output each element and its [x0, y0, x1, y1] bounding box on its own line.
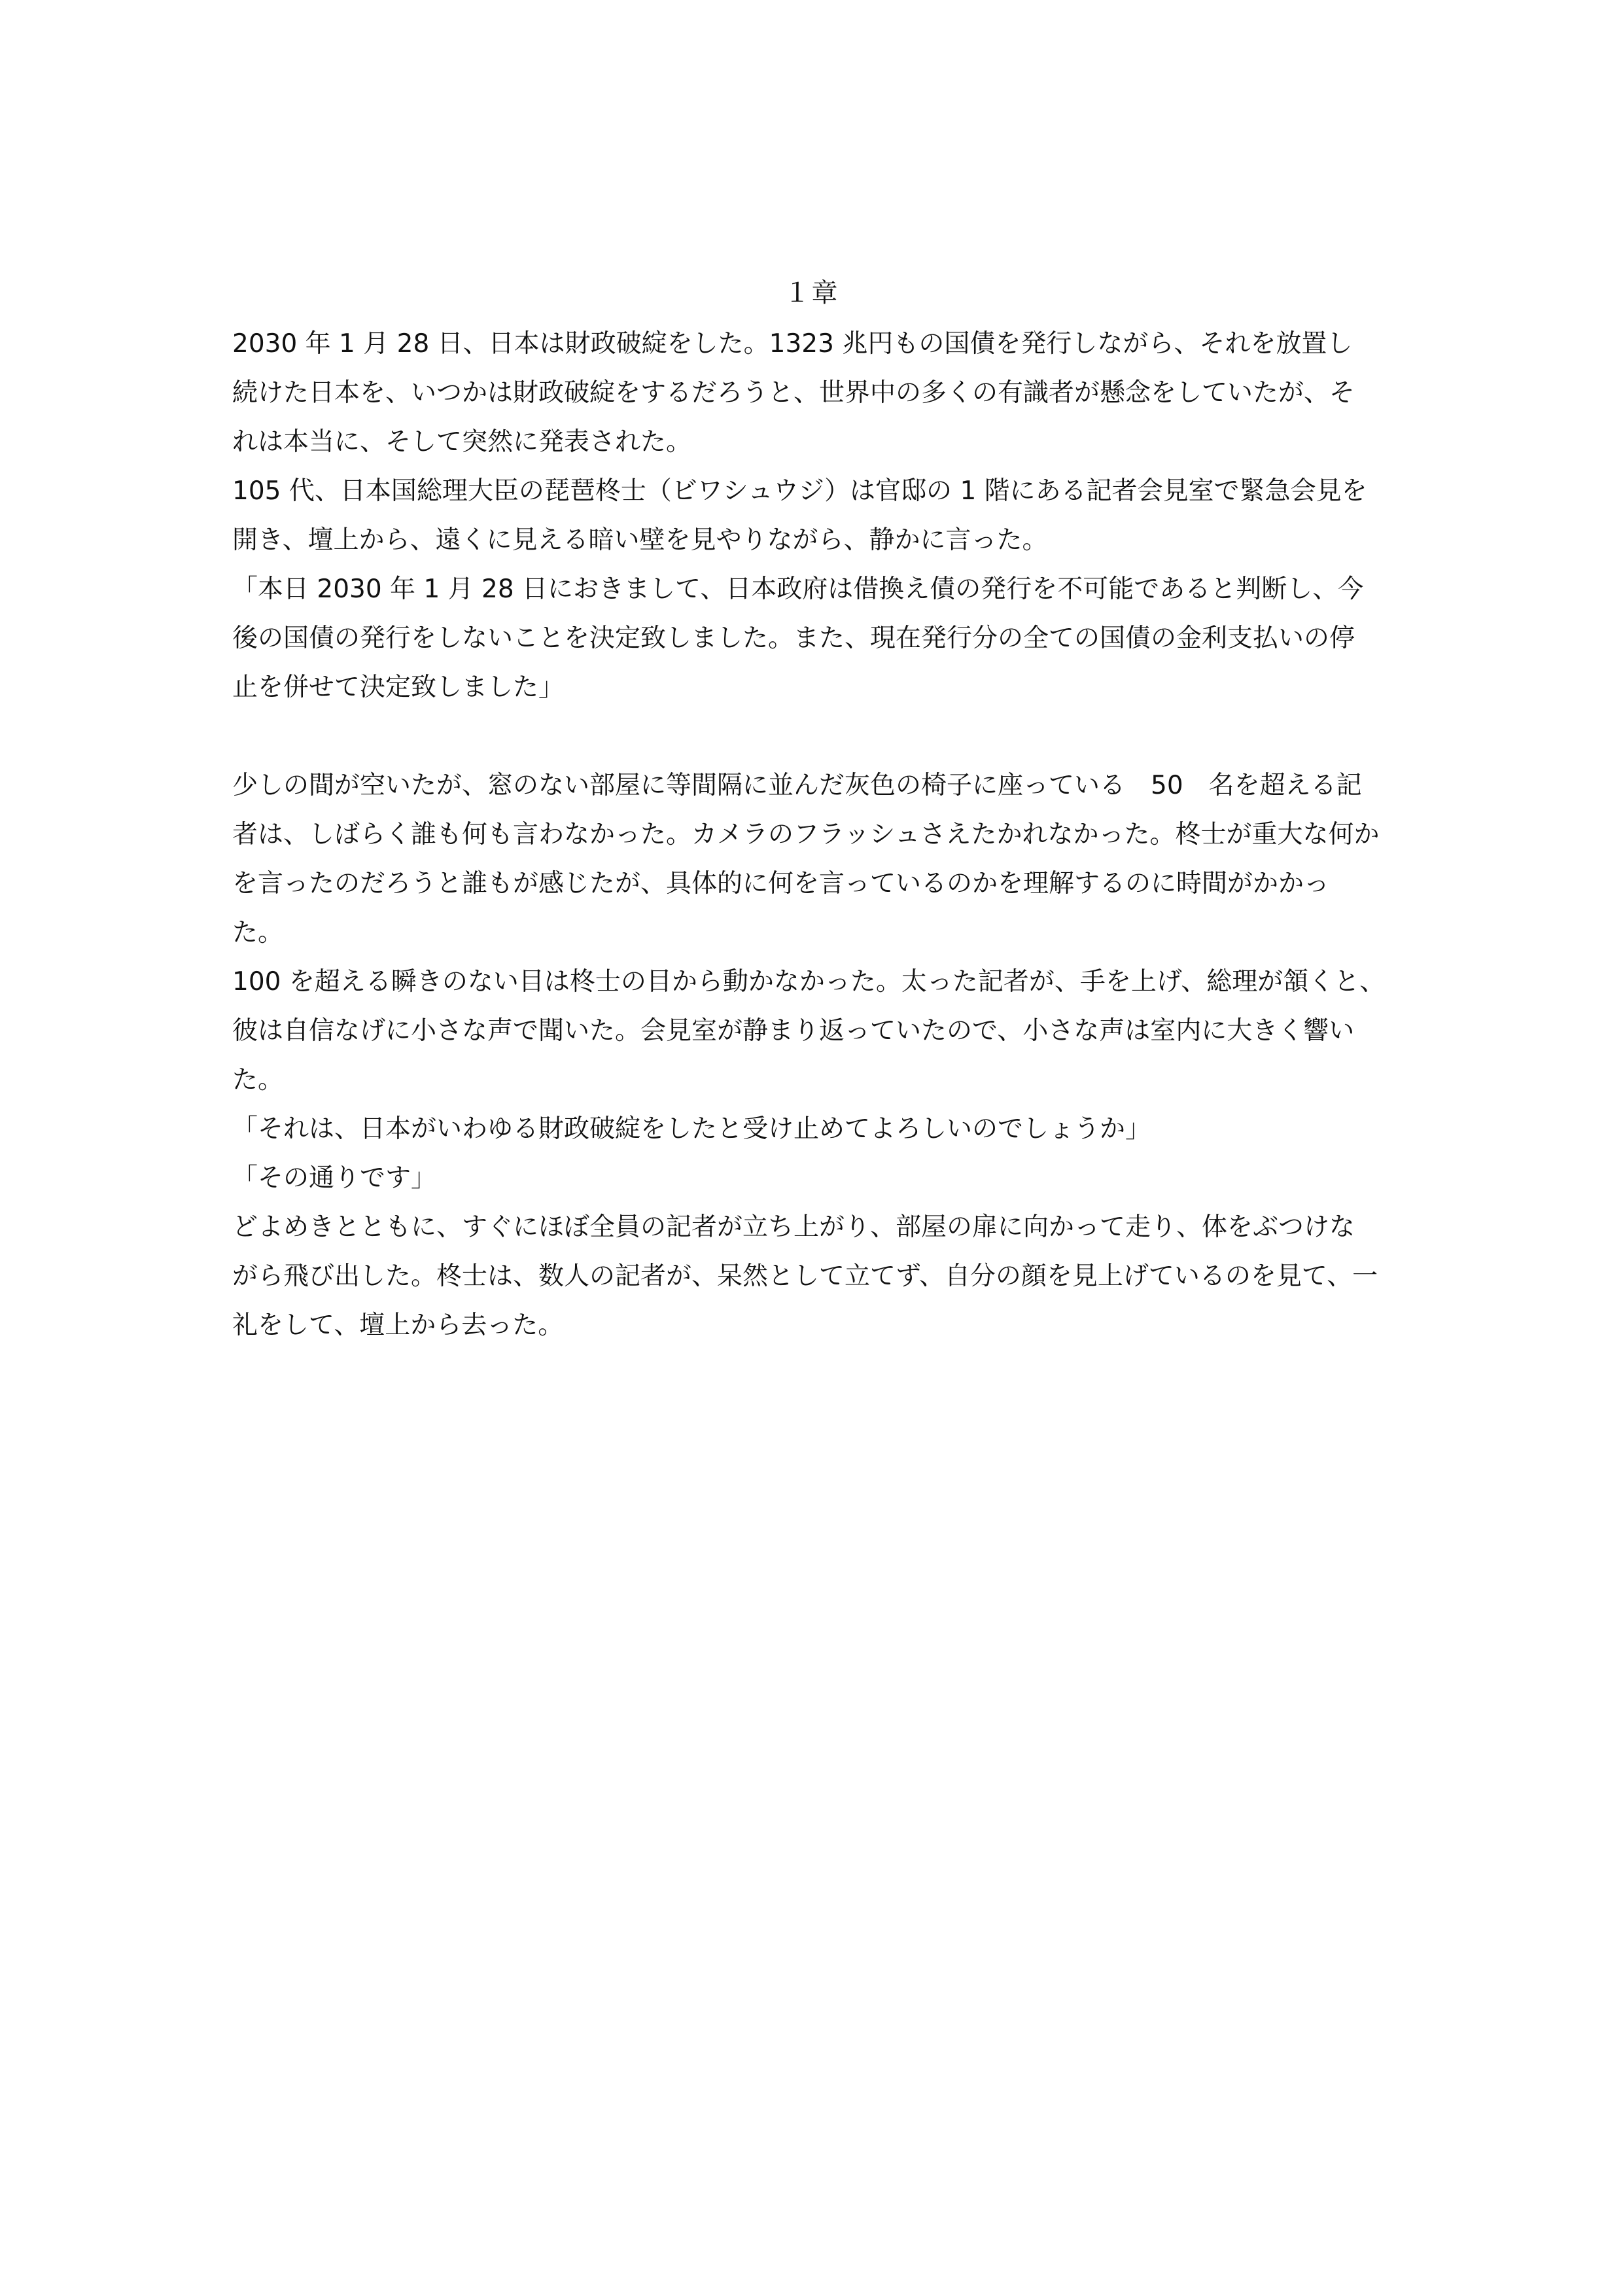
- text-line: 「その通りです」: [232, 1163, 437, 1193]
- text-line: 礼をして、壇上から去った。: [232, 1311, 564, 1340]
- text-line: れは本当に、そして突然に発表された。: [232, 427, 692, 457]
- text-line: た。: [232, 918, 284, 947]
- text-line: 「それは、日本がいわゆる財政破綻をしたと受け止めてよろしいのでしょうか」: [232, 1114, 1151, 1144]
- text-line: た。: [232, 1065, 284, 1095]
- text-line: 100 を超える瞬きのない目は柊士の目から動かなかった。太った記者が、手を上げ、総理が頷くと、: [232, 967, 1386, 997]
- text-line: 「本日 2030 年 1 月 28 日におきまして、日本政府は借換え債の発行を不可能であると判断し、今: [232, 574, 1364, 604]
- text-line: 開き、壇上から、遠くに見える暗い壁を見やりながら、静かに言った。: [232, 525, 1048, 555]
- text-line: 少しの間が空いたが、窓のない部屋に等間隔に並んだ灰色の椅子に座っている 50 名を超える記: [232, 771, 1362, 800]
- text-line: 2030 年 1 月 28 日、日本は財政破綻をした。1323 兆円もの国債を発行しながら、それを放置し: [232, 329, 1353, 359]
- text-line: 止を併せて決定致しました」: [232, 673, 565, 702]
- text-line: 後の国債の発行をしないことを決定致しました。また、現在発行分の全ての国債の金利支払いの停: [232, 624, 1355, 653]
- text-line: を言ったのだろうと誰もが感じたが、具体的に何を言っているのかを理解するのに時間がかかっ: [232, 869, 1330, 898]
- text-line: がら飛び出した。柊士は、数人の記者が、呆然として立てず、自分の顔を見上げているのを見て、一: [232, 1262, 1378, 1291]
- text-line: 105 代、日本国総理大臣の琵琶柊士（ビワシュウジ）は官邸の 1 階にある記者会見室で緊急会見を: [232, 476, 1367, 506]
- body-text: [232, 319, 1410, 1350]
- text-line: 彼は自信なげに小さな声で聞いた。会見室が静まり返っていたので、小さな声は室内に大きく響い: [232, 1016, 1355, 1046]
- blank-line: [232, 712, 1410, 761]
- chapter-title: １章: [784, 278, 839, 308]
- text-line: 続けた日本を、いつかは財政破綻をするだろうと、世界中の多くの有識者が懸念をしていたが、そ: [232, 378, 1355, 408]
- text-line: どよめきとともに、すぐにほぼ全員の記者が立ち上がり、部屋の扉に向かって走り、体をぶつけな: [232, 1212, 1355, 1242]
- text-line: 者は、しばらく誰も何も言わなかった。カメラのフラッシュさえたかれなかった。柊士が重大な何か: [232, 820, 1380, 849]
